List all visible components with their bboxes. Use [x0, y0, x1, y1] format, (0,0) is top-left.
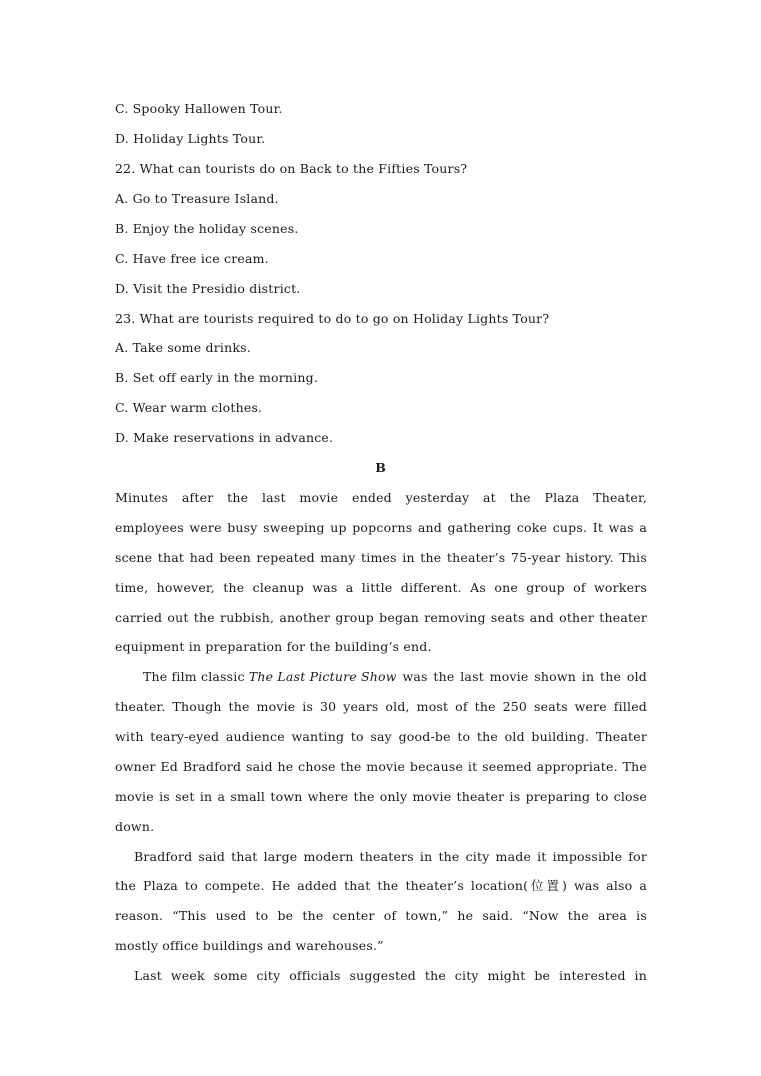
option-22-b: B. Enjoy the holiday scenes.	[115, 221, 299, 236]
paragraph-1-line: employees were busy sweeping up popcorns and gathering coke cups. It was a	[115, 520, 647, 535]
paragraph-2-line: owner Ed Bradford said he chose the movie because it seemed appropriate. The	[115, 759, 647, 774]
paragraph-3-line: mostly office buildings and warehouses.”	[115, 938, 384, 953]
paragraph-2-line: theater. Though the movie is 30 years old, most of the 250 seats were filled	[115, 699, 647, 714]
option-23-a: A. Take some drinks.	[115, 340, 251, 355]
option-22-c: C. Have free ice cream.	[115, 251, 269, 266]
paragraph-2-lead-text: The film classic	[143, 669, 249, 684]
paragraph-3-line: Bradford said that large modern theaters in the city made it impossible for	[134, 849, 647, 864]
paragraph-2-line: movie is set in a small town where the only movie theater is preparing to close	[115, 789, 647, 804]
paragraph-1-line: scene that had been repeated many times in the theater’s 75-year history. This	[115, 550, 647, 565]
paragraph-1-line: carried out the rubbish, another group began removing seats and other theater	[115, 610, 647, 625]
paragraph-3-line: reason. “This used to be the center of town,” he said. “Now the area is	[115, 908, 647, 923]
option-21-d: D. Holiday Lights Tour.	[115, 131, 266, 146]
film-title: The Last Picture Show	[248, 669, 397, 684]
option-22-d: D. Visit the Presidio district.	[115, 281, 301, 296]
option-23-b: B. Set off early in the morning.	[115, 370, 318, 385]
option-22-a: A. Go to Treasure Island.	[115, 191, 279, 206]
option-21-c: C. Spooky Hallowen Tour.	[115, 101, 283, 116]
section-heading: B	[375, 460, 386, 475]
option-23-d: D. Make reservations in advance.	[115, 430, 334, 445]
paragraph-2-tail-text: was the last movie shown in the old	[396, 669, 647, 684]
paragraph-3-line: the Plaza to compete. He added that the theater’s location(位置) was also a	[115, 878, 647, 893]
paragraph-4-line: Last week some city officials suggested the city might be interested in	[134, 968, 647, 983]
paragraph-1-line: time, however, the cleanup was a little different. As one group of workers	[115, 580, 647, 595]
question-23-stem: 23. What are tourists required to do to go on Holiday Lights Tour?	[115, 311, 550, 326]
paragraph-1-line: Minutes after the last movie ended yesterday at the Plaza Theater,	[115, 490, 647, 505]
paragraph-2-line: with teary-eyed audience wanting to say good-be to the old building. Theater	[115, 729, 647, 744]
paragraph-1-line: equipment in preparation for the building’s end.	[115, 639, 432, 654]
question-22-stem: 22. What can tourists do on Back to the Fifties Tours?	[115, 161, 468, 176]
paragraph-2-line: down.	[115, 819, 155, 834]
option-23-c: C. Wear warm clothes.	[115, 400, 263, 415]
paragraph-2-first-line	[143, 669, 647, 685]
